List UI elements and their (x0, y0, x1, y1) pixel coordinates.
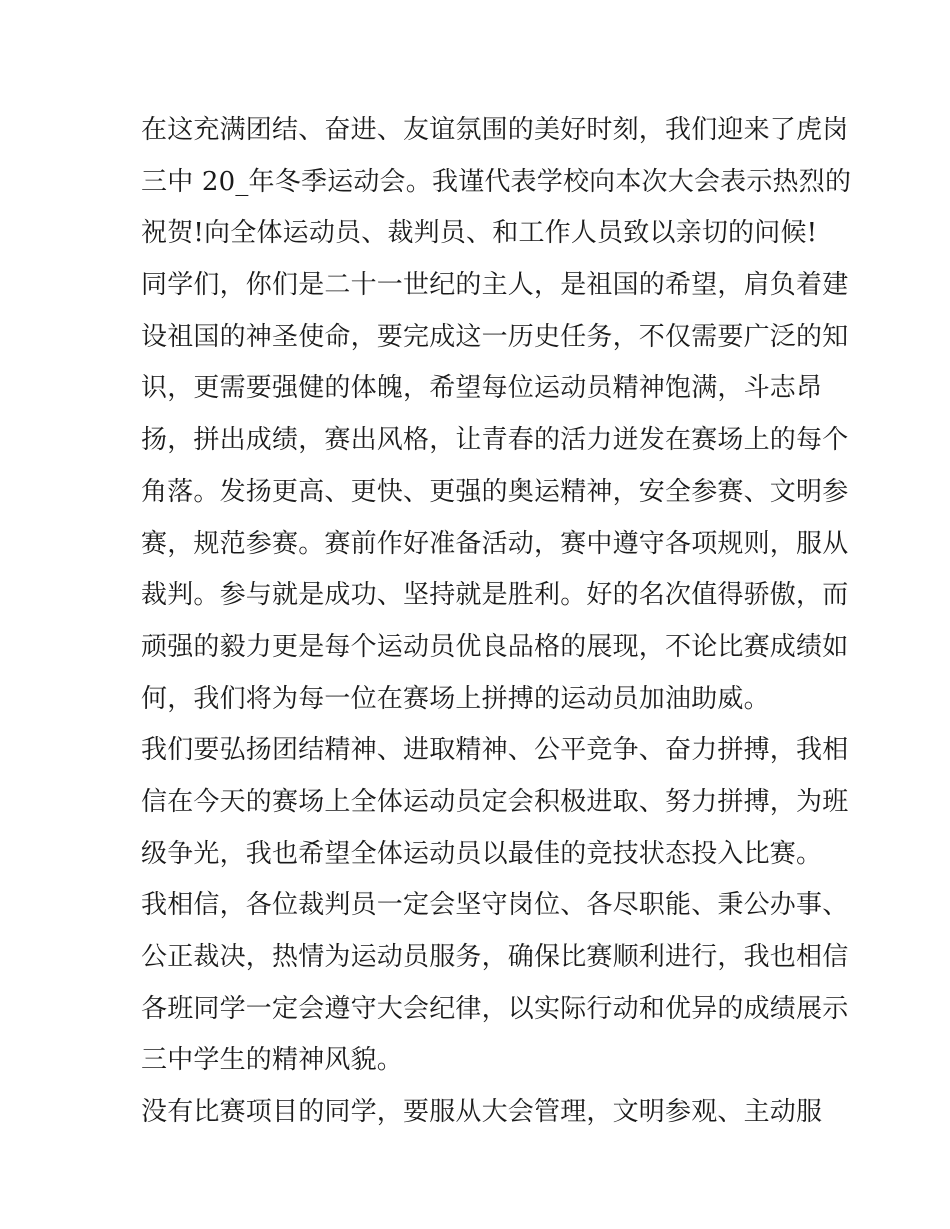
speech-text (141, 105, 852, 1139)
text-line-8: 角落。发扬更高、更快、更强的奥运精神，安全参赛、文明参 (141, 476, 849, 507)
text-line-11: 顽强的毅力更是每个运动员优良品格的展现，不论比赛成绩如 (141, 631, 849, 662)
text-line-14: 信在今天的赛场上全体运动员定会积极进取、努力拼搏，为班 (141, 786, 849, 817)
text-line-3: 祝贺!向全体运动员、裁判员、和工作人员致以亲切的问候! (141, 218, 818, 249)
text-line-7: 扬，拼出成绩，赛出风格，让青春的活力迸发在赛场上的每个 (141, 425, 849, 456)
text-line-15: 级争光，我也希望全体运动员以最佳的竞技状态投入比赛。 (141, 838, 823, 869)
text-line-16: 我相信，各位裁判员一定会坚守岗位、各尽职能、秉公办事、 (141, 890, 849, 921)
text-line-10: 裁判。参与就是成功、坚持就是胜利。好的名次值得骄傲，而 (141, 580, 849, 611)
text-line-12: 何，我们将为每一位在赛场上拼搏的运动员加油助威。 (141, 683, 770, 714)
text-line-17: 公正裁决，热情为运动员服务，确保比赛顺利进行，我也相信 (141, 942, 849, 972)
text-line-18: 各班同学一定会遵守大会纪律，以实际行动和优异的成绩展示 (141, 993, 849, 1024)
text-line-1: 在这充满团结、奋进、友谊氛围的美好时刻，我们迎来了虎岗 (141, 115, 849, 145)
text-line-20: 没有比赛项目的同学，要服从大会管理，文明参观、主动服 (141, 1097, 823, 1128)
text-line-9: 赛，规范参赛。赛前作好准备活动，赛中遵守各项规则，服从 (141, 528, 849, 559)
text-line-19: 三中学生的精神风貌。 (141, 1045, 404, 1076)
text-line-5: 设祖国的神圣使命，要完成这一历史任务，不仅需要广泛的知 (141, 321, 849, 352)
text-line-6: 识，更需要强健的体魄，希望每位运动员精神饱满，斗志昂 (141, 373, 823, 404)
text-line-2: 三中 20_年冬季运动会。我谨代表学校向本次大会表示热烈的 (141, 166, 852, 197)
text-line-13: 我们要弘扬团结精神、进取精神、公平竞争、奋力拼搏，我相 (141, 735, 849, 766)
text-line-4: 同学们，你们是二十一世纪的主人，是祖国的希望，肩负着建 (141, 270, 849, 301)
